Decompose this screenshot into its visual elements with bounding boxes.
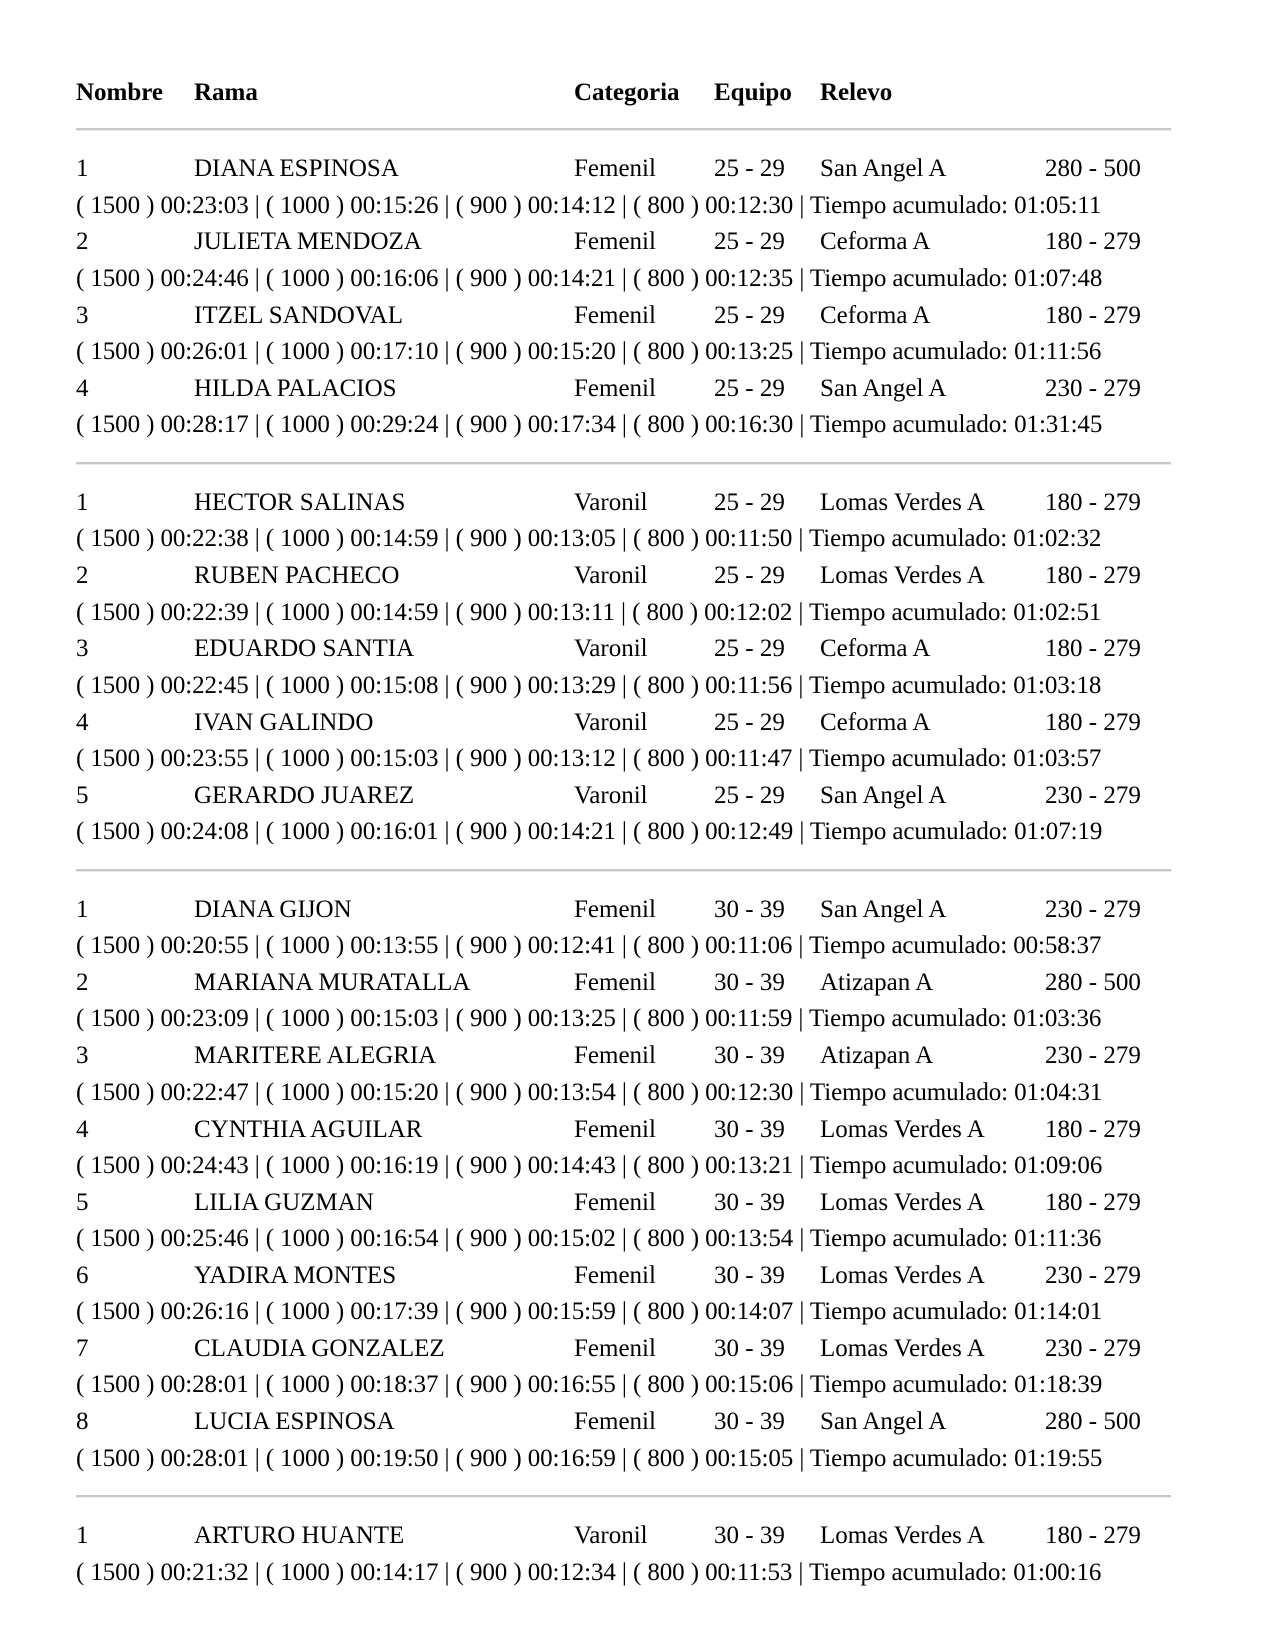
results-group	[76, 151, 1171, 444]
team-cell: Lomas Verdes A	[820, 1188, 985, 1216]
rama-cell: Femenil	[574, 969, 656, 997]
category-cell: 30 - 39	[714, 969, 785, 997]
result-row	[76, 1331, 1171, 1368]
name-cell: YADIRA MONTES	[194, 1261, 397, 1289]
split-times-line: ( 1500 ) 00:28:01 | ( 1000 ) 00:19:50 | ( 900 ) 00:16:59 | ( 800 ) 00:15:05 | Tiempo acumulado: 01:19:55	[76, 1444, 1103, 1472]
category-cell: 30 - 39	[714, 895, 785, 923]
split-times-line: ( 1500 ) 00:20:55 | ( 1000 ) 00:13:55 | ( 900 ) 00:12:41 | ( 800 ) 00:11:06 | Tiempo acumulado: 00:58:37	[76, 932, 1102, 960]
name-cell: DIANA GIJON	[194, 895, 352, 923]
group-divider	[76, 869, 1171, 872]
category-cell: 25 - 29	[714, 562, 785, 590]
category-cell: 30 - 39	[714, 1522, 785, 1550]
relevo-cell: 180 - 279	[1045, 562, 1141, 590]
position-cell: 2	[76, 228, 89, 256]
team-cell: San Angel A	[820, 1408, 947, 1436]
relevo-cell: 230 - 279	[1045, 1261, 1141, 1289]
team-cell: Lomas Verdes A	[820, 1522, 985, 1550]
group-divider	[76, 462, 1171, 465]
team-cell: Ceforma A	[820, 301, 931, 329]
split-times-line: ( 1500 ) 00:26:01 | ( 1000 ) 00:17:10 | ( 900 ) 00:15:20 | ( 800 ) 00:13:25 | Tiempo acumulado: 01:11:56	[76, 337, 1102, 365]
rama-cell: Varonil	[574, 1522, 648, 1550]
relevo-cell: 180 - 279	[1045, 708, 1141, 736]
category-cell: 30 - 39	[714, 1115, 785, 1143]
split-times-line: ( 1500 ) 00:24:43 | ( 1000 ) 00:16:19 | ( 900 ) 00:14:43 | ( 800 ) 00:13:21 | Tiempo acumulado: 01:09:06	[76, 1151, 1103, 1179]
position-cell: 3	[76, 635, 89, 663]
header-nombre: Nombre	[76, 79, 164, 106]
category-cell: 30 - 39	[714, 1188, 785, 1216]
team-cell: Atizapan A	[820, 969, 934, 997]
relevo-cell: 180 - 279	[1045, 1115, 1141, 1143]
category-cell: 30 - 39	[714, 1261, 785, 1289]
rama-cell: Femenil	[574, 1261, 656, 1289]
team-cell: San Angel A	[820, 781, 947, 809]
rama-cell: Varonil	[574, 562, 648, 590]
name-cell: MARITERE ALEGRIA	[194, 1042, 437, 1070]
position-cell: 1	[76, 155, 89, 183]
relevo-cell: 230 - 279	[1045, 781, 1141, 809]
result-row	[76, 1518, 1171, 1555]
name-cell: LUCIA ESPINOSA	[194, 1408, 395, 1436]
name-cell: DIANA ESPINOSA	[194, 155, 399, 183]
relevo-cell: 180 - 279	[1045, 1522, 1141, 1550]
team-cell: San Angel A	[820, 155, 947, 183]
split-times-line: ( 1500 ) 00:28:01 | ( 1000 ) 00:18:37 | ( 900 ) 00:16:55 | ( 800 ) 00:15:06 | Tiempo acumulado: 01:18:39	[76, 1371, 1103, 1399]
position-cell: 1	[76, 895, 89, 923]
team-cell: Ceforma A	[820, 228, 931, 256]
position-cell: 4	[76, 708, 89, 736]
relevo-cell: 230 - 279	[1045, 1042, 1141, 1070]
team-cell: Lomas Verdes A	[820, 1115, 985, 1143]
relevo-cell: 230 - 279	[1045, 895, 1141, 923]
split-times-line: ( 1500 ) 00:22:38 | ( 1000 ) 00:14:59 | ( 900 ) 00:13:05 | ( 800 ) 00:11:50 | Tiempo acumulado: 01:02:32	[76, 525, 1102, 553]
position-cell: 2	[76, 969, 89, 997]
position-cell: 5	[76, 781, 89, 809]
name-cell: CYNTHIA AGUILAR	[194, 1115, 423, 1143]
category-cell: 30 - 39	[714, 1408, 785, 1436]
name-cell: ARTURO HUANTE	[194, 1522, 405, 1550]
relevo-cell: 180 - 279	[1045, 301, 1141, 329]
rama-cell: Femenil	[574, 301, 656, 329]
category-cell: 25 - 29	[714, 228, 785, 256]
relevo-cell: 180 - 279	[1045, 489, 1141, 517]
split-times-line: ( 1500 ) 00:23:09 | ( 1000 ) 00:15:03 | ( 900 ) 00:13:25 | ( 800 ) 00:11:59 | Tiempo acumulado: 01:03:36	[76, 1005, 1102, 1033]
name-cell: LILIA GUZMAN	[194, 1188, 374, 1216]
category-cell: 25 - 29	[714, 708, 785, 736]
team-cell: San Angel A	[820, 374, 947, 402]
position-cell: 2	[76, 562, 89, 590]
result-row	[76, 371, 1171, 408]
relevo-cell: 180 - 279	[1045, 228, 1141, 256]
split-times-line: ( 1500 ) 00:24:08 | ( 1000 ) 00:16:01 | ( 900 ) 00:14:21 | ( 800 ) 00:12:49 | Tiempo acumulado: 01:07:19	[76, 818, 1103, 846]
split-times-line: ( 1500 ) 00:22:39 | ( 1000 ) 00:14:59 | ( 900 ) 00:13:11 | ( 800 ) 00:12:02 | Tiempo acumulado: 01:02:51	[76, 598, 1102, 626]
name-cell: CLAUDIA GONZALEZ	[194, 1335, 445, 1363]
team-cell: Ceforma A	[820, 635, 931, 663]
rama-cell: Varonil	[574, 781, 648, 809]
rama-cell: Femenil	[574, 228, 656, 256]
name-cell: IVAN GALINDO	[194, 708, 374, 736]
position-cell: 1	[76, 1522, 89, 1550]
results-group	[76, 1518, 1171, 1591]
rama-cell: Varonil	[574, 489, 648, 517]
name-cell: ITZEL SANDOVAL	[194, 301, 404, 329]
rama-cell: Femenil	[574, 374, 656, 402]
results-group	[76, 892, 1171, 1478]
name-cell: HECTOR SALINAS	[194, 489, 406, 517]
rama-cell: Femenil	[574, 895, 656, 923]
name-cell: HILDA PALACIOS	[194, 374, 397, 402]
position-cell: 4	[76, 1115, 89, 1143]
table-header	[76, 70, 1171, 116]
team-cell: Ceforma A	[820, 708, 931, 736]
results-groups	[76, 151, 1171, 1591]
result-row	[76, 965, 1171, 1002]
header-rama: Rama	[194, 79, 258, 106]
split-times-line: ( 1500 ) 00:21:32 | ( 1000 ) 00:14:17 | ( 900 ) 00:12:34 | ( 800 ) 00:11:53 | Tiempo acumulado: 01:00:16	[76, 1558, 1102, 1586]
relevo-cell: 280 - 500	[1045, 969, 1141, 997]
split-times-line: ( 1500 ) 00:22:47 | ( 1000 ) 00:15:20 | ( 900 ) 00:13:54 | ( 800 ) 00:12:30 | Tiempo acumulado: 01:04:31	[76, 1078, 1103, 1106]
position-cell: 5	[76, 1188, 89, 1216]
rama-cell: Femenil	[574, 1115, 656, 1143]
result-row	[76, 704, 1171, 741]
split-times-line: ( 1500 ) 00:24:46 | ( 1000 ) 00:16:06 | ( 900 ) 00:14:21 | ( 800 ) 00:12:35 | Tiempo acumulado: 01:07:48	[76, 264, 1103, 292]
position-cell: 8	[76, 1408, 89, 1436]
split-times-line: ( 1500 ) 00:23:03 | ( 1000 ) 00:15:26 | ( 900 ) 00:14:12 | ( 800 ) 00:12:30 | Tiempo acumulado: 01:05:11	[76, 191, 1102, 219]
result-row	[76, 485, 1171, 522]
category-cell: 25 - 29	[714, 635, 785, 663]
split-times-line: ( 1500 ) 00:26:16 | ( 1000 ) 00:17:39 | ( 900 ) 00:15:59 | ( 800 ) 00:14:07 | Tiempo acumulado: 01:14:01	[76, 1298, 1103, 1326]
result-row	[76, 892, 1171, 929]
team-cell: Lomas Verdes A	[820, 1261, 985, 1289]
result-row	[76, 1184, 1171, 1221]
relevo-cell: 180 - 279	[1045, 1188, 1141, 1216]
results-page	[76, 70, 1171, 1591]
team-cell: Lomas Verdes A	[820, 1335, 985, 1363]
header-relevo: Relevo	[820, 79, 893, 106]
result-row	[76, 1111, 1171, 1148]
results-group	[76, 485, 1171, 851]
group-divider	[76, 1495, 1171, 1498]
split-times-line: ( 1500 ) 00:28:17 | ( 1000 ) 00:29:24 | ( 900 ) 00:17:34 | ( 800 ) 00:16:30 | Tiempo acumulado: 01:31:45	[76, 411, 1103, 439]
team-cell: San Angel A	[820, 895, 947, 923]
name-cell: RUBEN PACHECO	[194, 562, 400, 590]
team-cell: Lomas Verdes A	[820, 562, 985, 590]
result-row	[76, 631, 1171, 668]
category-cell: 25 - 29	[714, 155, 785, 183]
category-cell: 30 - 39	[714, 1042, 785, 1070]
split-times-line: ( 1500 ) 00:25:46 | ( 1000 ) 00:16:54 | ( 900 ) 00:15:02 | ( 800 ) 00:13:54 | Tiempo acumulado: 01:11:36	[76, 1225, 1102, 1253]
split-times-line: ( 1500 ) 00:22:45 | ( 1000 ) 00:15:08 | ( 900 ) 00:13:29 | ( 800 ) 00:11:56 | Tiempo acumulado: 01:03:18	[76, 671, 1102, 699]
result-row	[76, 778, 1171, 815]
rama-cell: Femenil	[574, 155, 656, 183]
category-cell: 25 - 29	[714, 781, 785, 809]
result-row	[76, 558, 1171, 595]
rama-cell: Femenil	[574, 1408, 656, 1436]
position-cell: 6	[76, 1261, 89, 1289]
rama-cell: Femenil	[574, 1042, 656, 1070]
name-cell: MARIANA MURATALLA	[194, 969, 471, 997]
result-row	[76, 297, 1171, 334]
position-cell: 4	[76, 374, 89, 402]
rama-cell: Femenil	[574, 1335, 656, 1363]
relevo-cell: 230 - 279	[1045, 374, 1141, 402]
result-row	[76, 1258, 1171, 1295]
name-cell: GERARDO JUAREZ	[194, 781, 415, 809]
category-cell: 25 - 29	[714, 489, 785, 517]
rama-cell: Varonil	[574, 708, 648, 736]
position-cell: 7	[76, 1335, 89, 1363]
rama-cell: Femenil	[574, 1188, 656, 1216]
result-row	[76, 224, 1171, 261]
relevo-cell: 280 - 500	[1045, 155, 1141, 183]
result-row	[76, 1038, 1171, 1075]
header-categoria: Categoria	[574, 79, 680, 106]
header-equipo: Equipo	[714, 79, 792, 106]
relevo-cell: 180 - 279	[1045, 635, 1141, 663]
relevo-cell: 230 - 279	[1045, 1335, 1141, 1363]
header-divider	[76, 128, 1171, 131]
split-times-line: ( 1500 ) 00:23:55 | ( 1000 ) 00:15:03 | ( 900 ) 00:13:12 | ( 800 ) 00:11:47 | Tiempo acumulado: 01:03:57	[76, 744, 1102, 772]
category-cell: 30 - 39	[714, 1335, 785, 1363]
rama-cell: Varonil	[574, 635, 648, 663]
position-cell: 3	[76, 1042, 89, 1070]
position-cell: 1	[76, 489, 89, 517]
team-cell: Atizapan A	[820, 1042, 934, 1070]
name-cell: JULIETA MENDOZA	[194, 228, 422, 256]
category-cell: 25 - 29	[714, 301, 785, 329]
result-row	[76, 151, 1171, 188]
position-cell: 3	[76, 301, 89, 329]
team-cell: Lomas Verdes A	[820, 489, 985, 517]
category-cell: 25 - 29	[714, 374, 785, 402]
result-row	[76, 1404, 1171, 1441]
relevo-cell: 280 - 500	[1045, 1408, 1141, 1436]
name-cell: EDUARDO SANTIA	[194, 635, 415, 663]
